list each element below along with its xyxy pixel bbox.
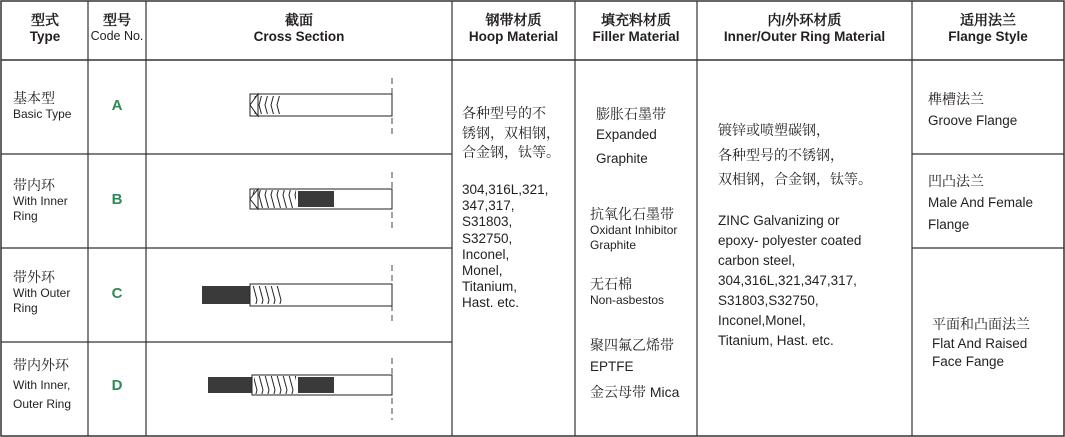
filler-item-4-zh: 聚四氟乙烯带 bbox=[590, 337, 674, 353]
filler-item-3-zh: 无石棉 bbox=[590, 276, 632, 292]
flange-male-female bbox=[928, 170, 1062, 236]
header-filler-en: Filler Material bbox=[592, 29, 680, 45]
header-flange-en: Flange Style bbox=[948, 29, 1028, 45]
header-type-zh: 型式 bbox=[31, 12, 59, 28]
row-d-code: D bbox=[111, 377, 123, 394]
hoop-material-zh: 各种型号的不 锈钢，双相钢， 合金钢，钛等。 bbox=[462, 105, 560, 161]
header-ring bbox=[697, 12, 912, 46]
header-section-en: Cross Section bbox=[253, 29, 345, 45]
row-d-type-zh: 带内外环 bbox=[13, 357, 69, 373]
row-a-type bbox=[13, 90, 87, 122]
filler-item-5-zh: 金云母带 Mica bbox=[590, 384, 680, 400]
cross-section-a bbox=[250, 78, 392, 138]
flange-groove-en: Groove Flange bbox=[928, 112, 1018, 128]
header-section bbox=[146, 12, 452, 46]
header-code-zh: 型号 bbox=[103, 12, 131, 28]
filler-item-1-zh: 膨胀石墨带 bbox=[596, 106, 666, 122]
header-type bbox=[2, 12, 88, 46]
cross-section-d bbox=[208, 358, 392, 420]
filler-item-1-en: Expanded Graphite bbox=[596, 127, 657, 167]
row-c-type-en: With Outer Ring bbox=[13, 286, 71, 315]
row-a-type-en: Basic Type bbox=[13, 107, 72, 122]
header-code-en: Code No. bbox=[90, 29, 144, 44]
row-b-type-en: With Inner Ring bbox=[13, 194, 68, 223]
row-a-code: A bbox=[111, 97, 123, 114]
header-filler bbox=[575, 12, 697, 46]
filler-item-5 bbox=[590, 384, 696, 401]
filler-item-4-en: EPTFE bbox=[590, 358, 634, 374]
flange-male-female-en: Male And Female Flange bbox=[928, 195, 1034, 232]
header-ring-zh: 内/外环材质 bbox=[767, 12, 842, 28]
flange-groove-zh: 榫槽法兰 bbox=[928, 91, 984, 107]
flange-flat-raised-zh: 平面和凸面法兰 bbox=[932, 316, 1030, 332]
filler-item-1 bbox=[596, 106, 696, 172]
header-ring-en: Inner/Outer Ring Material bbox=[723, 29, 886, 45]
row-b-code: B bbox=[111, 191, 123, 208]
filler-item-4 bbox=[590, 334, 696, 376]
row-c-type bbox=[13, 269, 87, 315]
header-type-en: Type bbox=[29, 29, 61, 45]
row-c-code: C bbox=[111, 285, 123, 302]
filler-item-2-en: Oxidant Inhibitor Graphite bbox=[590, 223, 678, 252]
row-d-type-en: With Inner, Outer Ring bbox=[13, 378, 72, 412]
row-b-type bbox=[13, 177, 87, 223]
header-hoop-zh: 钢带材质 bbox=[485, 12, 542, 28]
flange-flat-raised bbox=[932, 314, 1064, 371]
filler-item-2 bbox=[590, 206, 696, 252]
ring-material-en: ZINC Galvanizing or epoxy- polyester coated carbon steel, 304,316L,321,347,317, S31803,S32750, Inconel,Monel, Titanium, Hast. etc. bbox=[718, 213, 862, 348]
cross-section-c bbox=[202, 265, 392, 325]
header-flange bbox=[912, 12, 1064, 46]
cross-section-b bbox=[250, 172, 392, 232]
flange-groove bbox=[928, 88, 1062, 130]
header-section-zh: 截面 bbox=[285, 12, 313, 28]
flange-flat-raised-en: Flat And Raised Face Fange bbox=[932, 336, 1028, 370]
hoop-material-en: 304,316L,321, 347,317, S31803, S32750, Inconel, Monel, Titanium, Hast. etc. bbox=[462, 182, 549, 311]
filler-item-3 bbox=[590, 276, 696, 308]
filler-item-2-zh: 抗氧化石墨带 bbox=[590, 206, 674, 222]
header-code bbox=[88, 12, 146, 44]
header-filler-zh: 填充料材质 bbox=[601, 12, 671, 28]
flange-male-female-zh: 凹凸法兰 bbox=[928, 173, 984, 189]
header-hoop bbox=[452, 12, 575, 46]
row-c-type-zh: 带外环 bbox=[13, 269, 55, 285]
row-b-type-zh: 带内环 bbox=[13, 177, 55, 193]
header-hoop-en: Hoop Material bbox=[468, 29, 559, 45]
row-a-type-zh: 基本型 bbox=[13, 90, 55, 106]
header-flange-zh: 适用法兰 bbox=[960, 12, 1016, 28]
filler-item-3-en: Non-asbestos bbox=[590, 293, 665, 308]
row-d-type bbox=[13, 355, 87, 414]
ring-material-zh: 镀锌或喷塑碳钢， 各种型号的不锈钢， 双相钢，合金钢，钛等。 bbox=[718, 122, 872, 187]
